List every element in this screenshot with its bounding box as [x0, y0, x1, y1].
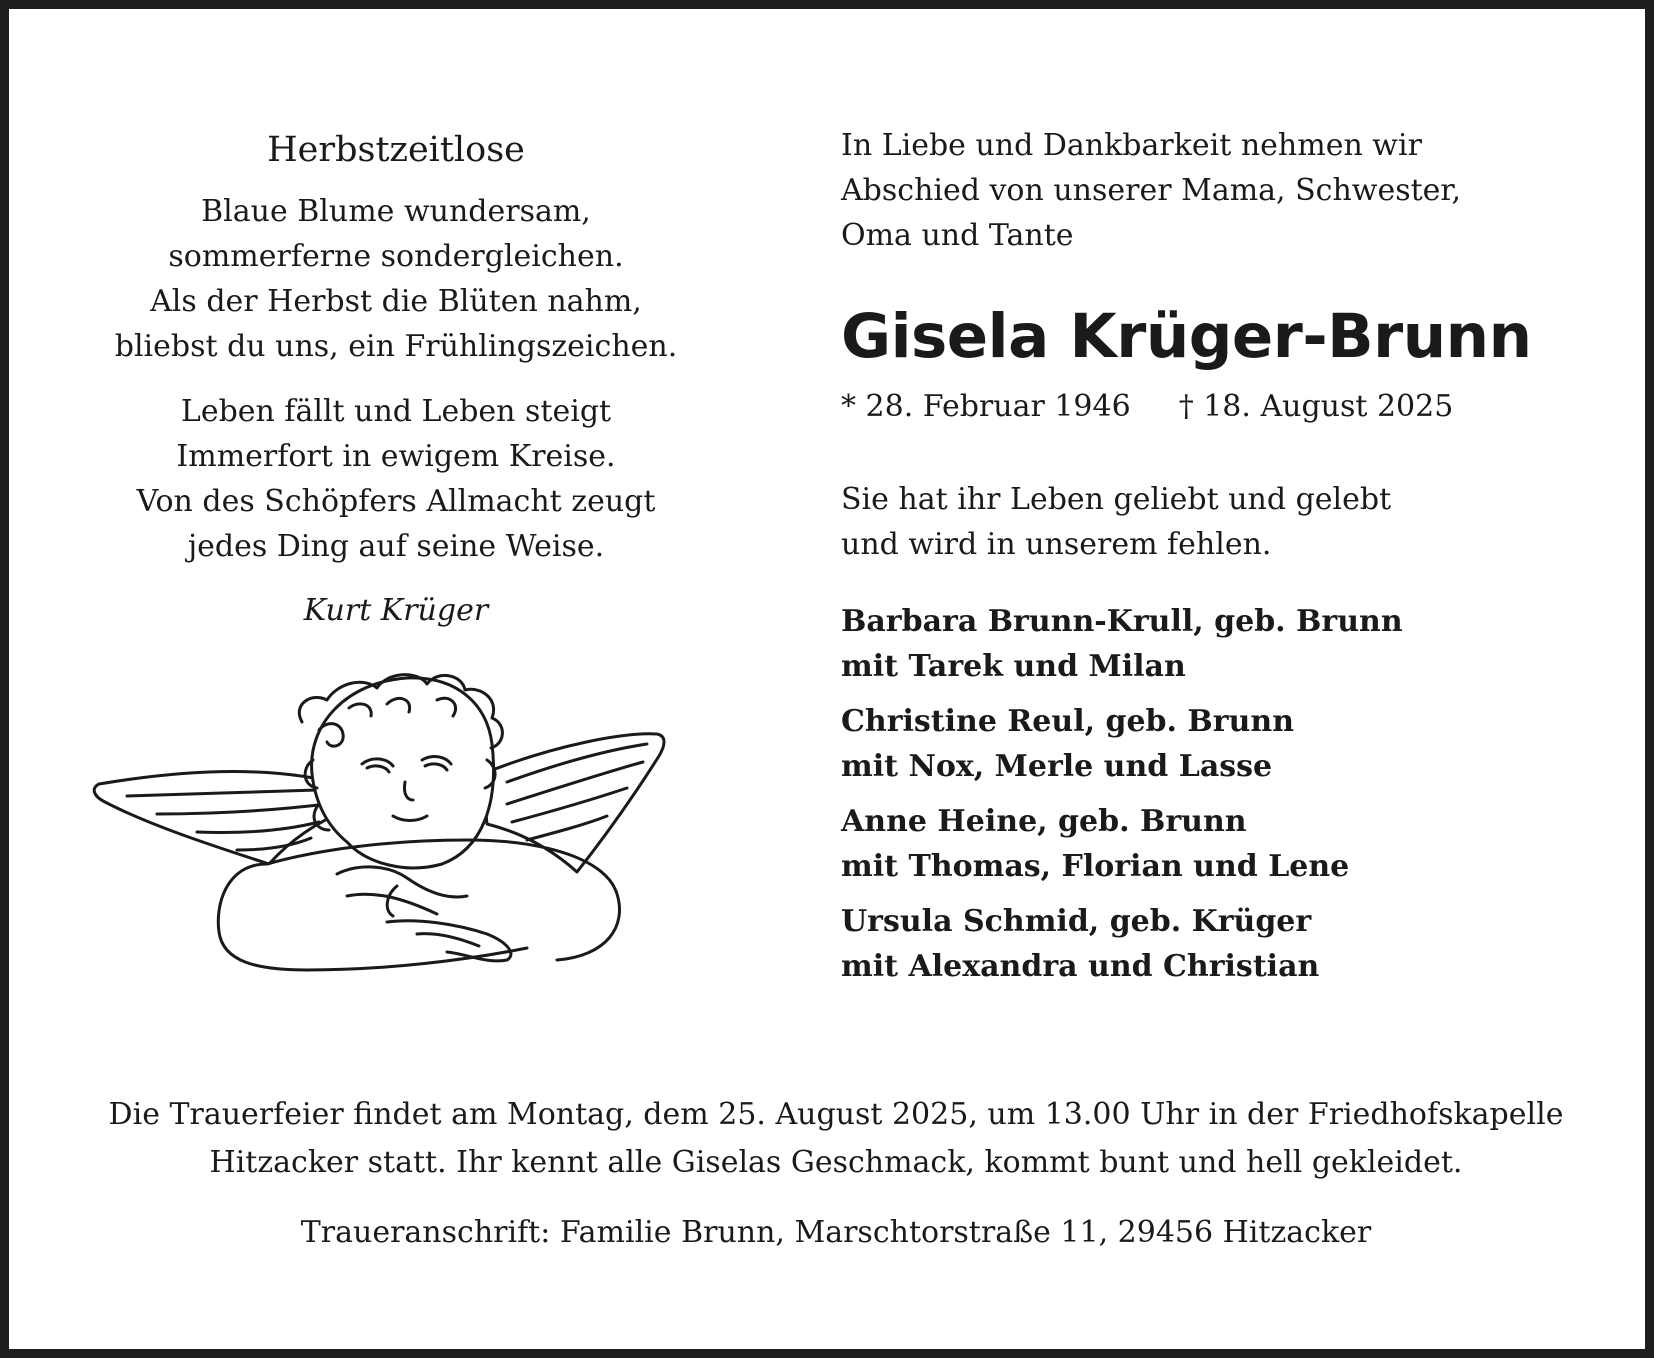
- notice-line: Hitzacker statt. Ihr kennt alle Giselas Geschmack, kommt bunt und hell gekleidet.: [209, 1145, 1463, 1180]
- poem-line: Blaue Blume wundersam,: [201, 194, 591, 229]
- mourner-entry: [841, 899, 1621, 989]
- mourner-family: mit Thomas, Florian und Lene: [841, 849, 1350, 884]
- mourner-family: mit Nox, Merle und Lasse: [841, 749, 1273, 784]
- poem-line: Immerfort in ewigem Kreise.: [176, 439, 616, 474]
- poem-stanza-1: [89, 189, 703, 369]
- tribute-line: Sie hat ihr Leben geliebt und gelebt: [841, 482, 1392, 517]
- poem-line: sommerferne sondergleichen.: [168, 239, 624, 274]
- mourner-family: mit Alexandra und Christian: [841, 949, 1320, 984]
- announcement: [841, 123, 1621, 999]
- notice-line: Die Trauerfeier findet am Montag, dem 25. August 2025, um 13.00 Uhr in der Friedhofskapelle: [108, 1097, 1564, 1132]
- tribute-line: und wird in unserem fehlen.: [841, 527, 1272, 562]
- mourner-name: Christine Reul, geb. Brunn: [841, 704, 1295, 739]
- mourner-name: Anne Heine, geb. Brunn: [841, 804, 1247, 839]
- death-date: † 18. August 2025: [1178, 389, 1454, 424]
- funeral-notice: [49, 1091, 1623, 1187]
- intro-text: [841, 123, 1621, 258]
- deceased-name: Gisela Krüger-Brunn: [841, 301, 1532, 372]
- poem-stanza-2: [89, 389, 703, 569]
- intro-line: In Liebe und Dankbarkeit nehmen wir: [841, 128, 1422, 163]
- poem-title: Herbstzeitlose: [267, 130, 525, 170]
- mourner-entry: [841, 599, 1621, 689]
- poem-line: jedes Ding auf seine Weise.: [187, 529, 605, 564]
- poem-line: Leben fällt und Leben steigt: [180, 394, 612, 429]
- mourners-list: [841, 599, 1621, 989]
- angel-icon: [87, 664, 707, 994]
- mourner-entry: [841, 699, 1621, 789]
- mourner-name: Ursula Schmid, geb. Krüger: [841, 904, 1312, 939]
- mourning-address: Traueranschrift: Familie Brunn, Marschtorstraße 11, 29456 Hitzacker: [300, 1215, 1372, 1250]
- funeral-info: [49, 1091, 1623, 1257]
- poem-line: Von des Schöpfers Allmacht zeugt: [136, 484, 656, 519]
- birth-date: * 28. Februar 1946: [841, 389, 1131, 424]
- mourner-family: mit Tarek und Milan: [841, 649, 1186, 684]
- intro-line: Oma und Tante: [841, 218, 1074, 253]
- poem-author: Kurt Krüger: [303, 593, 489, 628]
- intro-line: Abschied von unserer Mama, Schwester,: [841, 173, 1462, 208]
- life-dates: [841, 385, 1621, 429]
- poem-line: bliebst du uns, ein Frühlingszeichen.: [114, 329, 678, 364]
- tribute-text: [841, 477, 1621, 567]
- poem: [89, 127, 703, 633]
- mourner-entry: [841, 799, 1621, 889]
- poem-line: Als der Herbst die Blüten nahm,: [150, 284, 642, 319]
- mourner-name: Barbara Brunn-Krull, geb. Brunn: [841, 604, 1403, 639]
